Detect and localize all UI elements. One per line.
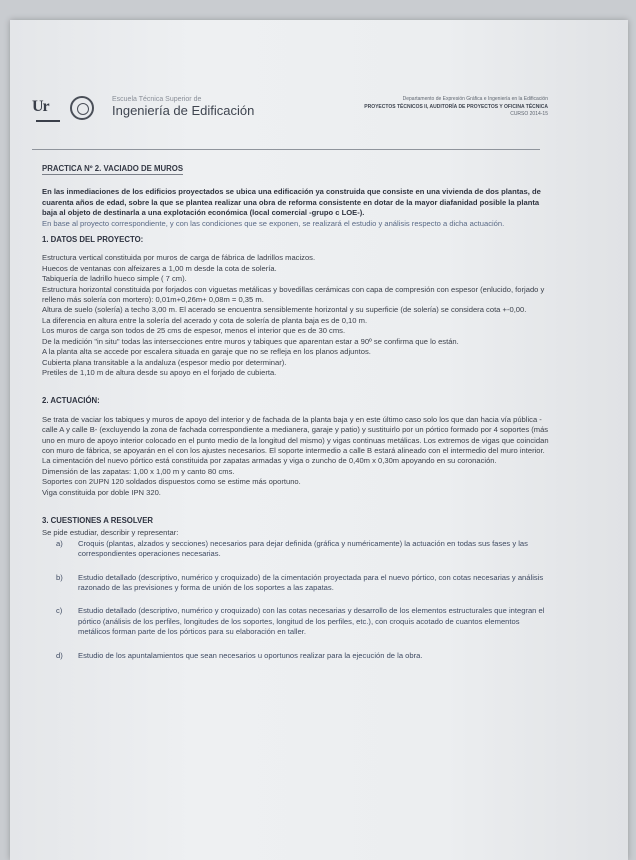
question-item bbox=[42, 606, 552, 637]
question-label: a) bbox=[56, 538, 63, 548]
data-line: La diferencia en altura entre la solería del acerado y cota de solería de planta baja es de 0,10 m. bbox=[42, 315, 368, 325]
question-text: Croquis (plantas, alzados y secciones) necesarios para dejar definida (gráfica y numéricamente) la actuación en todas sus fases y las correspondientes operaciones necesarias. bbox=[78, 538, 528, 559]
question-text: Estudio detallado (descriptivo, numérico y croquizado) de la cimentación proyectada para el nuevo pórtico, con cotas necesarias y análisis razonado de las previsiones y forma de unión de los soportes a las zapatas. bbox=[78, 572, 544, 592]
question-item bbox=[42, 651, 552, 661]
school-name-small: Escuela Técnica Superior de bbox=[112, 96, 202, 103]
data-line: Altura de suelo (solería) a techo 3,00 m. El acerado se encuentra sensiblemente horizontal y su superficie (de solería) se considera cota +-0,00. bbox=[42, 305, 527, 315]
school-seal-icon bbox=[70, 96, 94, 120]
header-divider bbox=[32, 149, 540, 150]
data-line: Estructura horizontal constituida por forjados con viguetas metálicas y bovedillas cerámicas con capa de compresión con espesor (enlucido, forjado y relleno más solería con mortero): 0,01m+0,26m+ 0,08m = 0,35 m. bbox=[42, 284, 545, 305]
subject-name: PROYECTOS TÉCNICOS II, AUDITORÍA DE PROYECTOS Y OFICINA TÉCNICA bbox=[364, 103, 548, 110]
data-line: Pretiles de 1,10 m de altura desde su apoyo en el forjado de cubierta. bbox=[42, 367, 277, 377]
data-line: Cubierta plana transitable a la andaluza (espesor medio por determinar). bbox=[42, 357, 287, 367]
actuation-line: Viga constituida por doble IPN 320. bbox=[42, 487, 161, 497]
section-1-body bbox=[42, 253, 552, 378]
page-header bbox=[32, 96, 548, 138]
data-line: Huecos de ventanas con alfeizares a 1,00 m desde la cota de solería. bbox=[42, 263, 277, 273]
section-2-heading: 2. ACTUACIÓN: bbox=[42, 396, 100, 406]
actuation-line: Soportes con 2UPN 120 soldados dispuestos como se estime más oportuno. bbox=[42, 477, 301, 487]
data-line: Los muros de carga son todos de 25 cms de espesor, menos el interior que es de 30 cms. bbox=[42, 326, 346, 336]
university-logo: Ur bbox=[32, 98, 62, 124]
questions-subtitle: Se pide estudiar, describir y representar: bbox=[42, 528, 179, 538]
lead-paragraph: En base al proyecto correspondiente, y con las condiciones que se exponen, se realizará el estudio y análisis respecto a dicha actuación. bbox=[42, 218, 505, 228]
practice-title: PRACTICA Nº 2. VACIADO DE MUROS bbox=[42, 164, 183, 175]
section-1-heading: 1. DATOS DEL PROYECTO: bbox=[42, 235, 144, 245]
question-text: Estudio de los apuntalamientos que sean necesarios u oportunos realizar para la ejecución de la obra. bbox=[78, 650, 423, 660]
actuation-paragraph: Se trata de vaciar los tabiques y muros de apoyo del interior y de fachada de la planta baja y en este último caso solo los que dan hacia vía pública -calle A y calle B- (excluyendo la zona de fachada correspondiente a medianera, garaje y patio) y sustituirlo por un pórtico formado por 4 soportes (más uno en muro de apoyo interior colocado en el punto medio de la longitud del mismo) y vigas continuas metálicas. Los extremos de vigas que coincidan con muro de fábrica, se apoyarán en el con los ajustes necesarios. El soporte intermedio a calle B estará alineado con el intermedio del muro interior. bbox=[42, 414, 549, 455]
question-text: Estudio detallado (descriptivo, numérico y croquizado) con las cotas necesarias y desarrollo de los elementos estructurales que integran el pórtico (análisis de los perfiles, longitudes de los soportes, longitud de los perfiles, etc.), con croquis acotado de cuantos elementos metálicos forman parte de los pórticos para su elaboración en taller. bbox=[78, 606, 545, 637]
question-item bbox=[42, 539, 552, 560]
document-page bbox=[10, 20, 628, 860]
question-label: b) bbox=[56, 572, 63, 582]
data-line: Estructura vertical constituida por muros de carga de fábrica de ladrillos macizos. bbox=[42, 253, 316, 263]
data-line: A la planta alta se accede por escalera situada en garaje que no se refleja en los planos adjuntos. bbox=[42, 347, 371, 357]
question-label: c) bbox=[56, 606, 63, 616]
question-item bbox=[42, 573, 552, 594]
course-year: CURSO 2014-15 bbox=[510, 111, 548, 117]
school-name: Ingeniería de Edificación bbox=[112, 103, 255, 118]
department-info bbox=[364, 96, 548, 119]
department-name: Departamento de Expresión Gráfica e Ingeniería en la Edificación bbox=[402, 96, 548, 102]
section-3-heading: 3. CUESTIONES A RESOLVER bbox=[42, 515, 154, 525]
intro-paragraph: En las inmediaciones de los edificios proyectados se ubica una edificación ya construida que consiste en una vivienda de dos plantas, de cuarenta años de edad, sobre la que se plantea realizar una obra de reforma consistente en dotar de la mayor diafanidad posible la planta baja al objeto de destinarla a una explotación económica (local comercial -grupo c LOE-). bbox=[42, 187, 541, 218]
section-2-body bbox=[42, 415, 552, 498]
data-line: De la medición "in situ" todas las intersecciones entre muros y tabiques que aparentan estar a 90º se confirma que lo están. bbox=[42, 336, 459, 346]
question-label: d) bbox=[56, 650, 63, 660]
actuation-line: Dimensión de las zapatas: 1,00 x 1,00 m y canto 80 cms. bbox=[42, 466, 235, 476]
document-body bbox=[42, 164, 552, 674]
actuation-line: La cimentación del nuevo pórtico está constituida por zapatas armadas y viga o zuncho de 0,40m x 0,30m apoyando en su coronación. bbox=[42, 456, 497, 466]
data-line: Tabiquería de ladrillo hueco simple ( 7 cm). bbox=[42, 274, 187, 284]
